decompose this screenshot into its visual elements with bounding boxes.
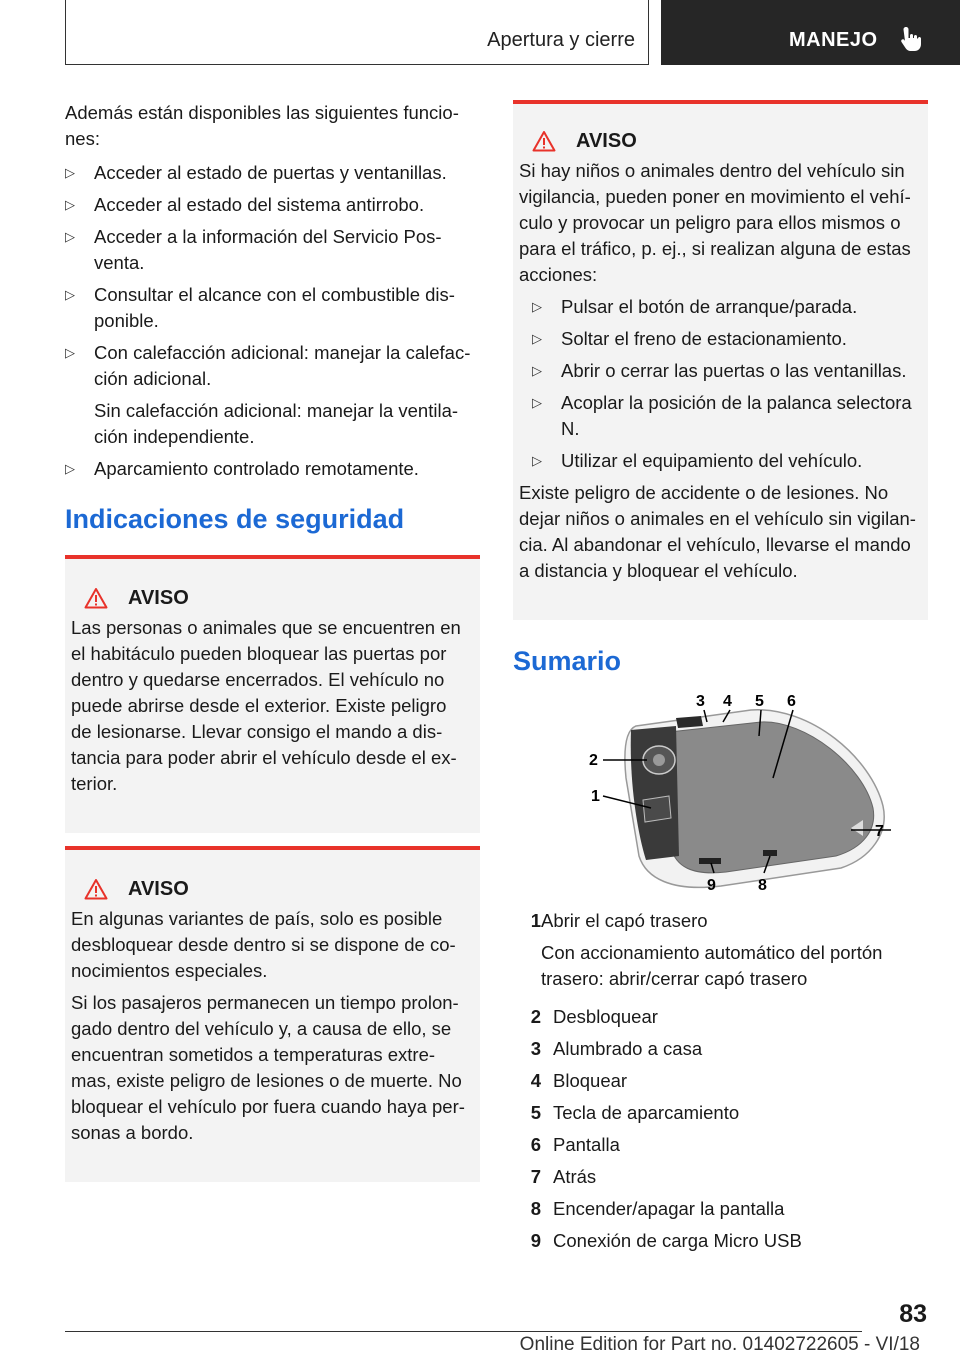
legend-row xyxy=(513,908,928,998)
warning-text: Si hay niños o animales dentro del vehículo sin vigilancia, pueden poner en movimiento el vehí‐culo y provocar un peligro para ellos mismos o para el tráfico, p. ej., si realizan alguna de estas acciones: xyxy=(519,160,911,285)
warning-text: Las personas o animales que se encuentren en el habitáculo pueden bloquear las puertas por dentro y quedarse encerrados. El vehículo no puede abrirse desde el exterior. Existe peligro de lesionarse. Llevar consigo el mando a dis‐tancia para poder abrir el vehículo desde el ex‐terior. xyxy=(71,617,461,794)
warning-title: AVISO xyxy=(128,587,189,609)
list-item: ▷ Pulsar el botón de arranque/parada. xyxy=(532,294,920,320)
safety-heading: Indicaciones de seguridad xyxy=(65,504,405,534)
figure-callout: 6 xyxy=(787,693,796,710)
triangle-bullet-icon: ▷ xyxy=(532,363,542,378)
legend-row xyxy=(513,1100,928,1126)
figure-callout: 7 xyxy=(875,823,884,840)
warning-text: En algunas variantes de país, solo es posible desbloquear desde dentro si se dispone de co‐nocimientos especiales. xyxy=(71,908,456,981)
triangle-bullet-icon: ▷ xyxy=(65,287,75,302)
list-item: ▷ Con calefacción adicional: manejar la calefac‐ción adicional. Sin calefacción adicional: manejar la ventila‐ción independiente. xyxy=(65,340,480,450)
list-item: ▷ Soltar el freno de estacionamiento. xyxy=(532,326,920,352)
warning-box xyxy=(513,100,928,620)
triangle-bullet-icon: ▷ xyxy=(532,453,542,468)
legend-number: 8 xyxy=(530,1198,541,1219)
legend-row xyxy=(513,1196,928,1222)
legend-sub: Con accionamiento automático del portón trasero: abrir/cerrar capó trasero xyxy=(541,942,883,989)
warning-box xyxy=(65,846,480,1182)
figure-callout: 8 xyxy=(758,877,767,894)
legend-text: Bloquear xyxy=(553,1070,628,1091)
legend-text: Encender/apagar la pantalla xyxy=(553,1198,785,1219)
figure-callout: 1 xyxy=(591,788,600,805)
legend-number: 4 xyxy=(530,1070,541,1091)
legend-row xyxy=(513,1164,928,1190)
triangle-bullet-icon: ▷ xyxy=(65,229,75,244)
summary-heading: Sumario xyxy=(513,646,622,676)
display-key-illustration xyxy=(551,688,891,898)
legend-row xyxy=(513,1132,928,1158)
triangle-bullet-icon: ▷ xyxy=(65,165,75,180)
legend-text: Abrir el capó trasero xyxy=(541,910,708,931)
functions-list xyxy=(65,160,480,482)
legend-text: Conexión de carga Micro USB xyxy=(553,1230,802,1251)
warning-header xyxy=(84,876,472,902)
list-item-sub: Sin calefacción adicional: manejar la ventila‐ción independiente. xyxy=(94,400,459,447)
warning-box xyxy=(65,555,480,833)
legend-number: 3 xyxy=(530,1038,541,1059)
figure-callout: 2 xyxy=(589,752,598,769)
legend-number: 5 xyxy=(530,1102,541,1123)
warning-header xyxy=(84,585,472,611)
figure-callout: 4 xyxy=(723,693,732,710)
legend-number: 9 xyxy=(530,1230,541,1251)
warning-list xyxy=(532,294,920,474)
list-item: ▷ Abrir o cerrar las puertas o las ventanillas. xyxy=(532,358,920,384)
legend-text: Pantalla xyxy=(553,1134,620,1155)
legend-text: Atrás xyxy=(553,1166,597,1187)
legend-number: 1 xyxy=(530,910,541,931)
legend-number: 6 xyxy=(530,1134,541,1155)
list-item: ▷ Acceder al estado del sistema antirrobo. xyxy=(65,192,480,218)
legend-list xyxy=(513,908,928,1254)
triangle-bullet-icon: ▷ xyxy=(65,345,75,360)
footer-edition: Online Edition for Part no. 01402722605 - VI/18 xyxy=(519,1334,920,1355)
key-figure xyxy=(551,688,891,898)
triangle-bullet-icon: ▷ xyxy=(532,331,542,346)
legend-number: 2 xyxy=(530,1006,541,1027)
list-item: ▷ Utilizar el equipamiento del vehículo. xyxy=(532,448,920,474)
figure-callout: 9 xyxy=(707,877,716,894)
pointing-hand-icon xyxy=(899,25,923,53)
warning-title: AVISO xyxy=(576,130,637,152)
warning-title: AVISO xyxy=(128,878,189,900)
list-item: ▷ Acoplar la posición de la palanca selectora N. xyxy=(532,392,912,439)
header-section-title: Apertura y cierre xyxy=(487,29,635,51)
legend-text: Tecla de aparcamiento xyxy=(553,1102,740,1123)
triangle-bullet-icon: ▷ xyxy=(532,395,542,410)
figure-callout: 3 xyxy=(696,693,705,710)
footer-divider xyxy=(65,1331,862,1332)
legend-row xyxy=(513,1036,928,1062)
legend-text: Alumbrado a casa xyxy=(553,1038,703,1059)
warning-triangle-icon xyxy=(84,587,108,609)
triangle-bullet-icon: ▷ xyxy=(532,299,542,314)
warning-triangle-icon xyxy=(84,878,108,900)
warning-triangle-icon xyxy=(532,130,556,152)
functions-intro: Además están disponibles las siguientes funcio‐nes: xyxy=(65,102,459,149)
list-item: ▷ Acceder al estado de puertas y ventanillas. xyxy=(65,160,480,186)
legend-row xyxy=(513,1068,928,1094)
list-item: ▷ Aparcamiento controlado remotamente. xyxy=(65,456,480,482)
list-item: ▷ Acceder a la información del Servicio Pos‐venta. xyxy=(65,226,442,273)
left-column xyxy=(65,100,480,1182)
warning-header xyxy=(532,128,920,154)
triangle-bullet-icon: ▷ xyxy=(65,461,75,476)
warning-text: Si los pasajeros permanecen un tiempo prolon‐gado dentro del vehículo y, a causa de ello, se encuentran sometidos a temperaturas extre‐mas, existe peligro de lesiones o de muerte. No bloquear el vehículo por fuera cuando haya per‐sonas a bordo. xyxy=(71,992,465,1143)
page-number: 83 xyxy=(899,1300,927,1328)
legend-number: 7 xyxy=(530,1166,541,1187)
right-column xyxy=(513,100,928,1260)
header-chapter-tab xyxy=(661,0,960,65)
legend-row xyxy=(513,1228,928,1254)
list-item: ▷ Consultar el alcance con el combustible dis‐ponible. xyxy=(65,284,455,331)
legend-text: Desbloquear xyxy=(553,1006,658,1027)
figure-callout: 5 xyxy=(755,693,764,710)
header-chapter-label: MANEJO xyxy=(789,29,878,51)
warning-text: Existe peligro de accidente o de lesiones. No dejar niños o animales en el vehículo sin vigilan‐cia. Al abandonar el vehículo, llevarse el mando a distancia y bloquear el vehículo. xyxy=(519,482,916,581)
legend-row xyxy=(513,1004,928,1030)
triangle-bullet-icon: ▷ xyxy=(65,197,75,212)
